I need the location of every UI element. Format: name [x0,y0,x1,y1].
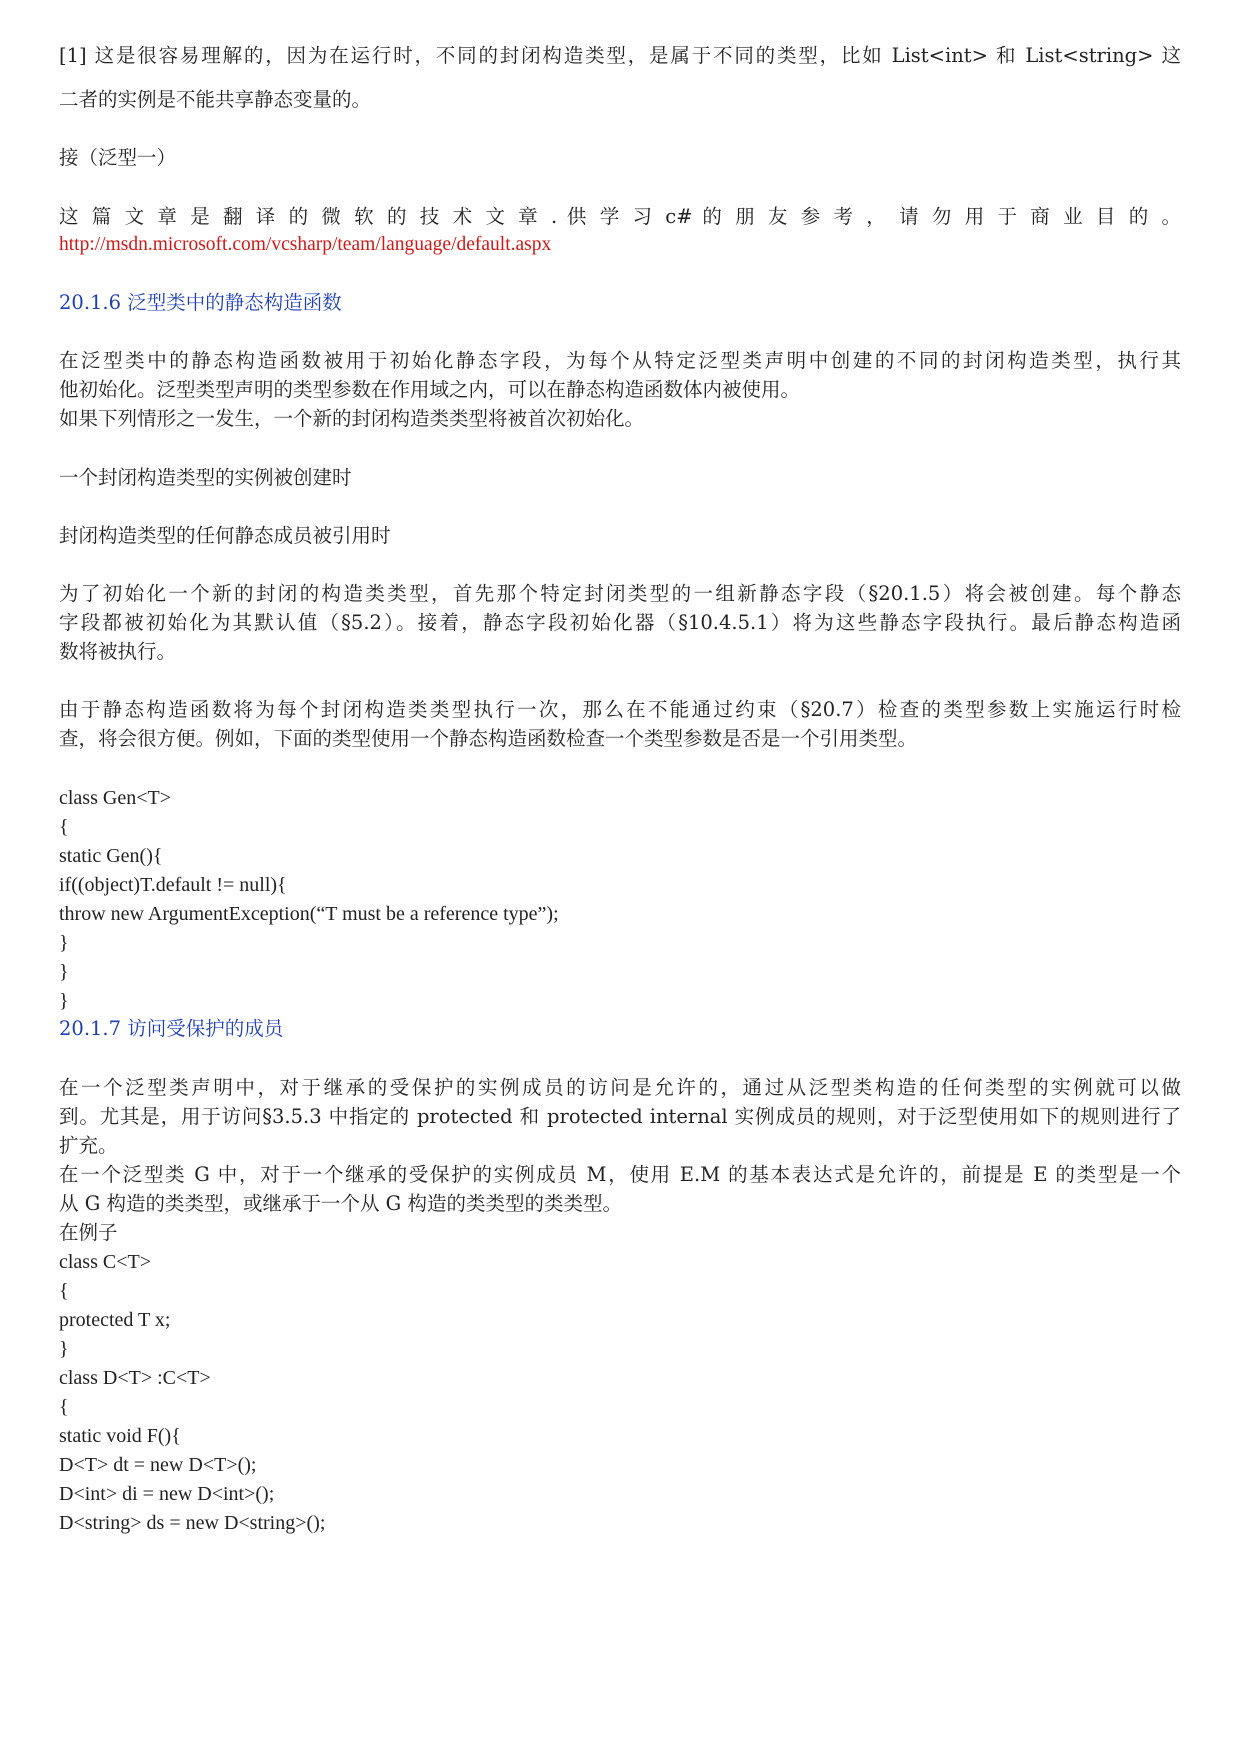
list-item: 一个封闭构造类型的实例被创建时 [59,466,352,489]
code-line: static Gen(){ [59,845,163,867]
code-line: { [59,1396,69,1418]
code-line: { [59,1280,69,1302]
section-heading-20-1-6: 20.1.6 泛型类中的静态构造函数 [59,291,342,314]
continued-label: 接（泛型一） [59,146,177,169]
paragraph-line: 字段都被初始化为其默认值（§5.2）。接着，静态字段初始化器（§10.4.5.1）将为这些静态字段执行。最后静态构造函 [59,611,1181,634]
code-line: } [59,961,69,983]
example-label: 在例子 [59,1221,118,1244]
paragraph-line: 在一个泛型类 G 中，对于一个继承的受保护的实例成员 M，使用 E.M 的基本表达式是允许的，前提是 E 的类型是一个 [59,1163,1181,1186]
code-line: protected T x; [59,1309,171,1331]
source-link[interactable]: http://msdn.microsoft.com/vcsharp/team/language/default.aspx [59,234,552,255]
code-line: class C<T> [59,1251,151,1273]
code-line: D<int> di = new D<int>(); [59,1483,275,1505]
code-line: D<T> dt = new D<T>(); [59,1454,257,1476]
code-line: } [59,932,69,954]
code-line: { [59,816,69,838]
code-line: } [59,990,69,1012]
paragraph-line: 从 G 构造的类类型，或继承于一个从 G 构造的类类型的类类型。 [59,1192,622,1215]
paragraph-line: 由于静态构造函数将为每个封闭构造类类型执行一次，那么在不能通过约束（§20.7）检查的类型参数上实施运行时检 [59,698,1181,721]
paragraph-line: 查，将会很方便。例如，下面的类型使用一个静态构造函数检查一个类型参数是否是一个引用类型。 [59,727,918,750]
paragraph-line: 为了初始化一个新的封闭的构造类类型，首先那个特定封闭类型的一组新静态字段（§20.1.5）将会被创建。每个静态 [59,582,1181,605]
code-line: class D<T> :C<T> [59,1367,211,1389]
code-line: static void F(){ [59,1425,181,1447]
paragraph-line: 扩充。 [59,1134,118,1157]
paragraph-line: 数将被执行。 [59,640,177,663]
paragraph-line: 在一个泛型类声明中，对于继承的受保护的实例成员的访问是允许的，通过从泛型类构造的任何类型的实例就可以做 [59,1076,1181,1099]
code-line: if((object)T.default != null){ [59,874,287,896]
footnote-line-1: [1] 这是很容易理解的，因为在运行时，不同的封闭构造类型，是属于不同的类型，比如 List<int> 和 List<string> 这 [59,44,1181,67]
list-item: 封闭构造类型的任何静态成员被引用时 [59,524,391,547]
intro-line: 这 篇 文 章 是 翻 译 的 微 软 的 技 术 文 章 . 供 学 习 c# 的 朋 友 参 考 ， 请 勿 用 于 商 业 目 的 。 [59,205,1181,228]
paragraph-line: 在泛型类中的静态构造函数被用于初始化静态字段，为每个从特定泛型类声明中创建的不同的封闭构造类型，执行其 [59,349,1181,372]
paragraph-line: 到。尤其是，用于访问§3.5.3 中指定的 protected 和 protected internal 实例成员的规则，对于泛型使用如下的规则进行了 [59,1105,1181,1128]
paragraph-line: 如果下列情形之一发生，一个新的封闭构造类类型将被首次初始化。 [59,407,645,430]
code-line: D<string> ds = new D<string>(); [59,1512,326,1534]
paragraph-line: 他初始化。泛型类型声明的类型参数在作用域之内，可以在静态构造函数体内被使用。 [59,378,801,401]
code-line: throw new ArgumentException(“T must be a reference type”); [59,903,559,925]
code-line: class Gen<T> [59,787,171,809]
code-line: } [59,1338,69,1360]
footnote-line-2: 二者的实例是不能共享静态变量的。 [59,88,372,111]
section-heading-20-1-7: 20.1.7 访问受保护的成员 [59,1017,284,1040]
